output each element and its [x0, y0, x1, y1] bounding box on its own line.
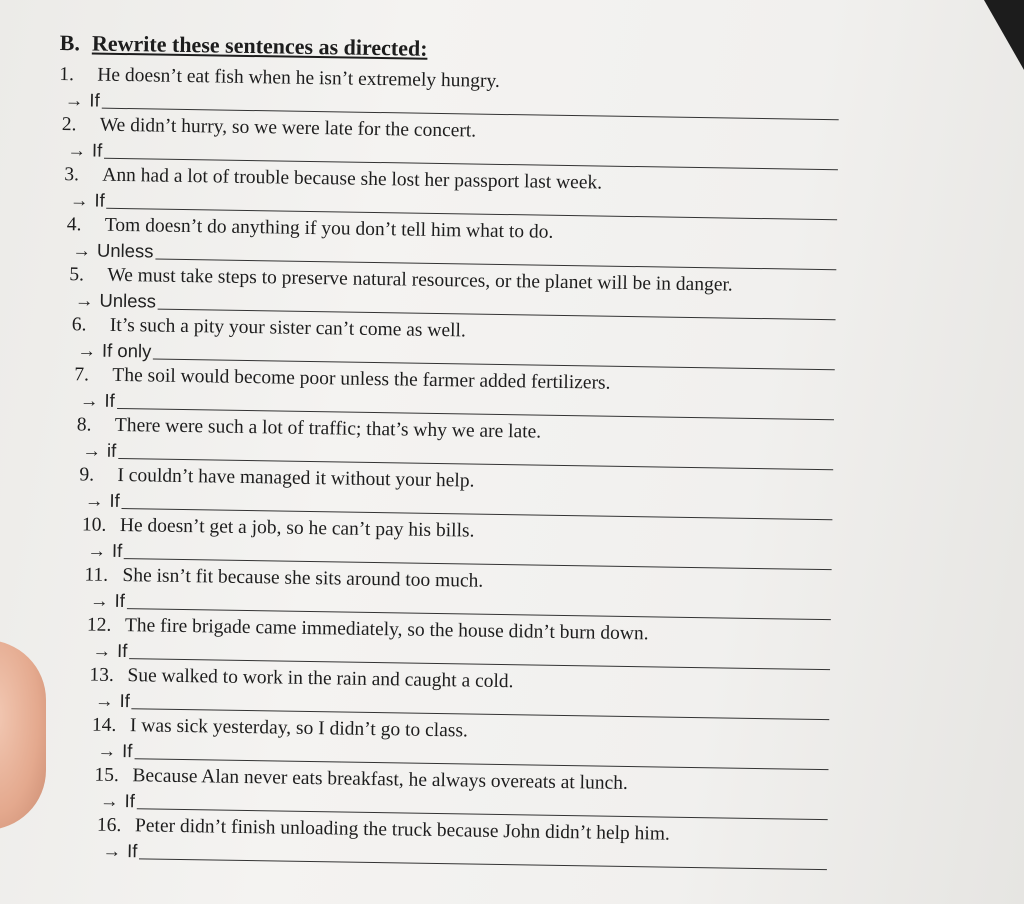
question-sentence: We didn’t hurry, so we were late for the concert. — [99, 114, 477, 142]
question-sentence: Because Alan never eats breakfast, he always overeats at lunch. — [132, 765, 629, 795]
arrow-right-icon: → — [87, 539, 107, 561]
question-number: 16. — [96, 814, 122, 837]
answer-prompt: If — [91, 139, 103, 161]
arrow-right-icon: → — [92, 639, 112, 661]
question-number: 5. — [69, 264, 85, 286]
question-sentence: The fire brigade came immediately, so the house didn’t burn down. — [124, 615, 649, 645]
arrow-right-icon: → — [67, 139, 87, 161]
question-number: 7. — [74, 364, 90, 386]
thumb-in-photo — [0, 640, 46, 830]
question-number: 2. — [61, 114, 77, 136]
question-sentence: The soil would become poor unless the farmer added fertilizers. — [112, 364, 611, 394]
answer-prompt: If — [119, 690, 131, 712]
question-sentence: She isn’t fit because she sits around too much. — [122, 565, 484, 592]
answer-prompt: If — [104, 389, 115, 411]
answer-prompt: If only — [101, 339, 152, 362]
answer-prompt: If — [124, 790, 136, 812]
question-sentence: There were such a lot of traffic; that’s why we are late. — [114, 414, 542, 443]
question-number: 10. — [81, 514, 107, 536]
question-sentence: I couldn’t have managed it without your help. — [117, 464, 475, 492]
answer-prompt: If — [94, 189, 105, 211]
question-number: 9. — [79, 464, 95, 486]
question-number: 11. — [84, 564, 109, 586]
answer-prompt: If — [114, 589, 125, 612]
question-sentence: Ann had a lot of trouble because she lost her passport last week. — [102, 164, 603, 194]
arrow-right-icon: → — [77, 339, 97, 361]
arrow-right-icon: → — [64, 89, 84, 111]
question-sentence: Sue walked to work in the rain and caught a cold. — [127, 665, 514, 693]
question-number: 8. — [76, 414, 92, 436]
arrow-right-icon: → — [97, 739, 117, 761]
arrow-right-icon: → — [89, 589, 109, 611]
question-number: 1. — [59, 63, 75, 86]
question-sentence: It’s such a pity your sister can’t come as well. — [109, 314, 466, 342]
background-corner — [984, 0, 1024, 70]
arrow-right-icon: → — [74, 289, 94, 311]
question-number: 14. — [91, 714, 117, 736]
question-sentence: He doesn’t get a job, so he can’t pay his bills. — [119, 515, 475, 542]
arrow-right-icon: → — [84, 489, 104, 511]
arrow-right-icon: → — [79, 389, 99, 411]
question-sentence: Peter didn’t finish unloading the truck because John didn’t help him. — [134, 815, 671, 845]
question-sentence: We must take steps to preserve natural resources, or the planet will be in danger. — [107, 264, 733, 296]
question-sentence: He doesn’t eat fish when he isn’t extremely hungry. — [97, 64, 500, 92]
answer-prompt: If — [121, 740, 133, 762]
question-number: 3. — [64, 164, 80, 186]
answer-prompt: if — [106, 439, 117, 461]
arrow-right-icon: → — [102, 839, 122, 862]
question-sentence: Tom doesn’t do anything if you don’t tell him what to do. — [104, 214, 554, 243]
answer-blank-line[interactable] — [139, 857, 827, 870]
arrow-right-icon: → — [94, 689, 114, 711]
answer-prompt: If — [116, 639, 128, 662]
question-number: 15. — [94, 764, 120, 787]
arrow-right-icon: → — [82, 439, 102, 461]
question-number: 12. — [86, 614, 112, 636]
question-sentence: I was sick yesterday, so I didn’t go to class. — [129, 715, 469, 742]
arrow-right-icon: → — [69, 189, 89, 211]
answer-prompt: Unless — [99, 289, 157, 312]
answer-prompt: If — [89, 89, 100, 111]
worksheet-content — [47, 30, 880, 875]
question-number: 6. — [71, 314, 87, 336]
arrow-right-icon: → — [72, 239, 92, 261]
answer-prompt: Unless — [96, 239, 154, 262]
answer-prompt: If — [111, 539, 123, 562]
section-title: Rewrite these sentences as directed: — [91, 30, 428, 61]
section-letter: B. — [59, 30, 81, 56]
arrow-right-icon: → — [99, 789, 119, 812]
question-number: 13. — [89, 664, 115, 686]
question-number: 4. — [66, 214, 82, 236]
answer-prompt: If — [109, 489, 120, 511]
answer-prompt: If — [126, 840, 138, 862]
question-list — [47, 62, 879, 875]
